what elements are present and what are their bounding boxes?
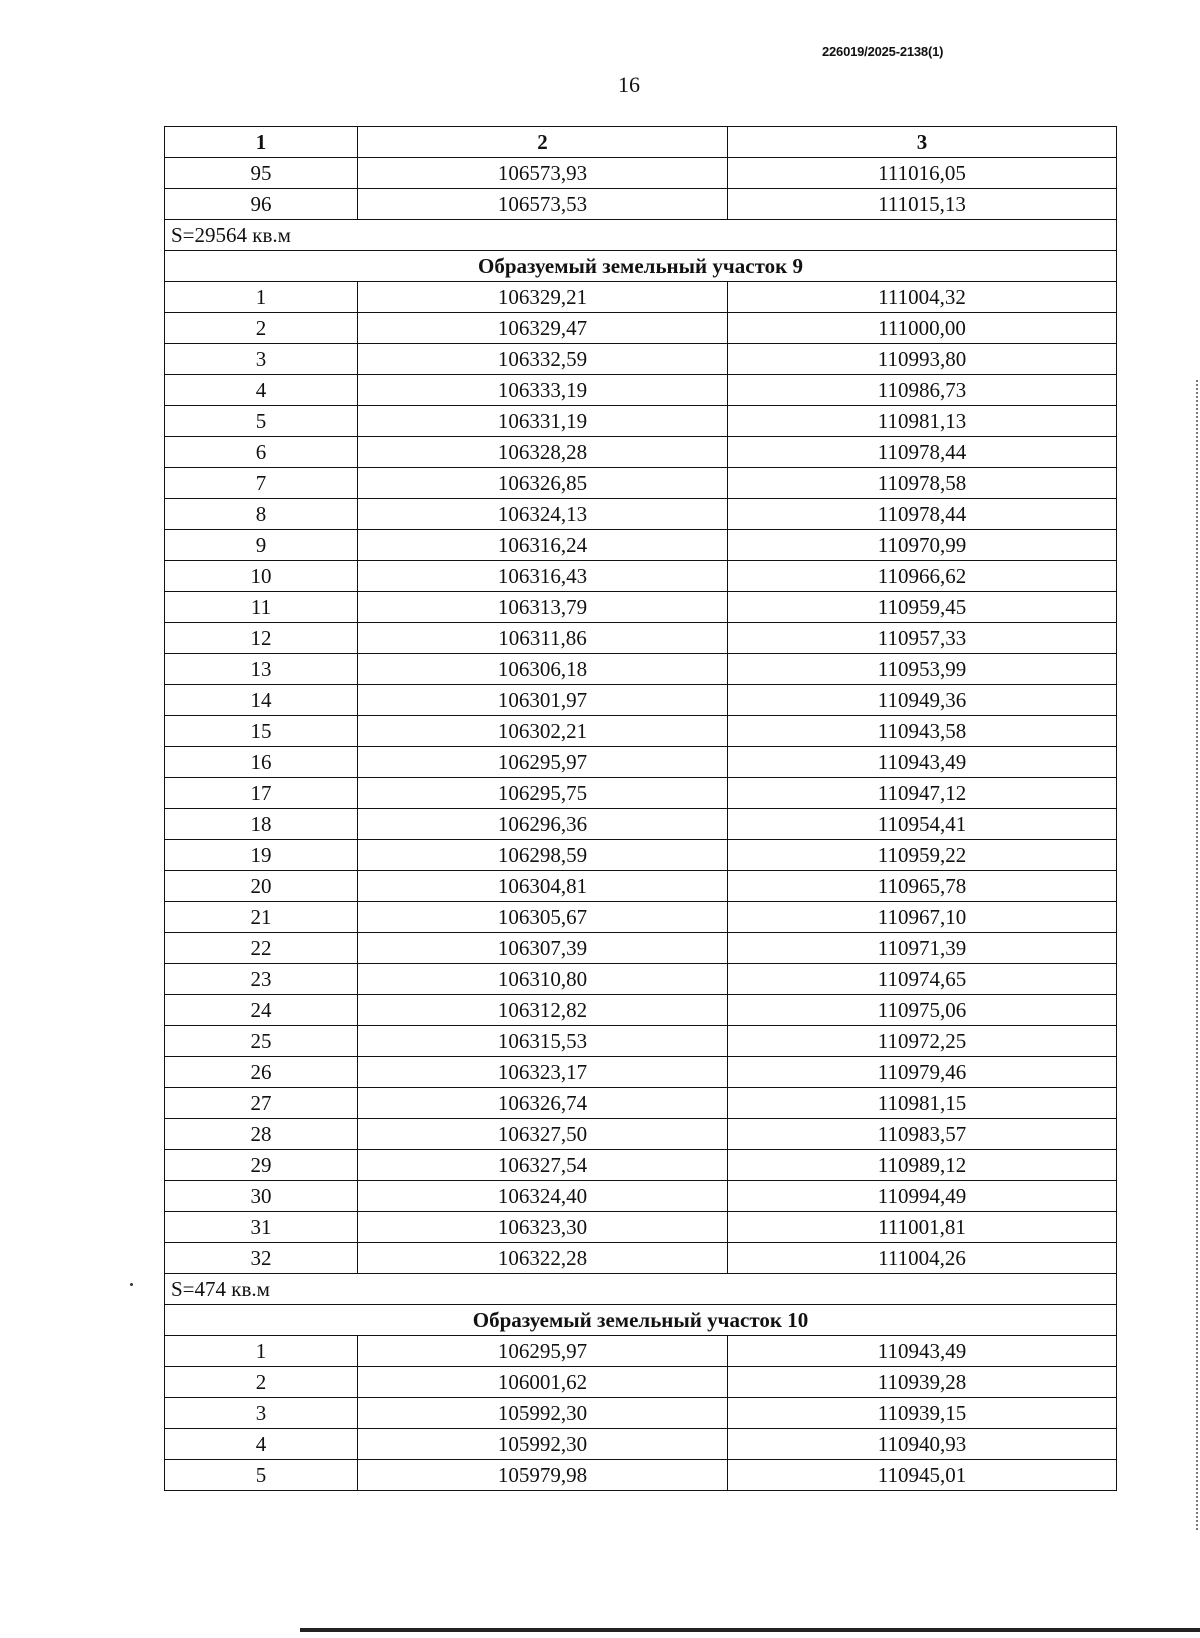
point-number-cell: 18: [165, 809, 358, 840]
y-coordinate-cell: 110978,44: [728, 437, 1117, 468]
x-coordinate-cell: 105979,98: [358, 1460, 728, 1491]
x-coordinate-cell: 106307,39: [358, 933, 728, 964]
table-row: [165, 1367, 1117, 1398]
table-row: [165, 1429, 1117, 1460]
y-coordinate-cell: 110971,39: [728, 933, 1117, 964]
point-number-cell: 5: [165, 406, 358, 437]
header-row: [165, 127, 1117, 158]
y-coordinate-cell: 110993,80: [728, 344, 1117, 375]
table-row: [165, 1057, 1117, 1088]
document-number: 226019/2025-2138(1): [822, 44, 944, 59]
table-row: [165, 623, 1117, 654]
point-number-cell: 22: [165, 933, 358, 964]
table-row: [165, 499, 1117, 530]
table-row: [165, 1088, 1117, 1119]
table-row: [165, 654, 1117, 685]
point-number-cell: 8: [165, 499, 358, 530]
y-coordinate-cell: 110959,22: [728, 840, 1117, 871]
table-row: [165, 375, 1117, 406]
table-row: [165, 468, 1117, 499]
point-number-cell: 3: [165, 344, 358, 375]
table-row: [165, 840, 1117, 871]
point-number-cell: 2: [165, 313, 358, 344]
point-number-cell: 15: [165, 716, 358, 747]
x-coordinate-cell: 106310,80: [358, 964, 728, 995]
y-coordinate-cell: 110966,62: [728, 561, 1117, 592]
x-coordinate-cell: 106322,28: [358, 1243, 728, 1274]
y-coordinate-cell: 110981,15: [728, 1088, 1117, 1119]
x-coordinate-cell: 106295,75: [358, 778, 728, 809]
table-row: [165, 902, 1117, 933]
table-row: [165, 685, 1117, 716]
point-number-cell: 19: [165, 840, 358, 871]
table-row: [165, 1398, 1117, 1429]
table-row: [165, 1212, 1117, 1243]
table-row: [165, 1336, 1117, 1367]
x-coordinate-cell: 106316,43: [358, 561, 728, 592]
area-value: S=29564 кв.м: [165, 220, 1117, 251]
y-coordinate-cell: 110970,99: [728, 530, 1117, 561]
y-coordinate-cell: 110945,01: [728, 1460, 1117, 1491]
area-value: S=474 кв.м: [165, 1274, 1117, 1305]
table-row: [165, 158, 1117, 189]
table-row: [165, 995, 1117, 1026]
table-row: [165, 437, 1117, 468]
x-coordinate-cell: 106324,40: [358, 1181, 728, 1212]
point-number-cell: 4: [165, 1429, 358, 1460]
point-number-cell: 14: [165, 685, 358, 716]
table-row: [165, 1119, 1117, 1150]
point-number-cell: 20: [165, 871, 358, 902]
table-row: [165, 344, 1117, 375]
y-coordinate-cell: 110994,49: [728, 1181, 1117, 1212]
point-number-cell: 28: [165, 1119, 358, 1150]
y-coordinate-cell: 111001,81: [728, 1212, 1117, 1243]
x-coordinate-cell: 105992,30: [358, 1398, 728, 1429]
x-coordinate-cell: 106329,47: [358, 313, 728, 344]
coordinates-table: [164, 126, 1117, 1491]
x-coordinate-cell: 106332,59: [358, 344, 728, 375]
y-coordinate-cell: 110939,28: [728, 1367, 1117, 1398]
y-coordinate-cell: 110978,44: [728, 499, 1117, 530]
y-coordinate-cell: 110972,25: [728, 1026, 1117, 1057]
x-coordinate-cell: 106001,62: [358, 1367, 728, 1398]
table-row: [165, 282, 1117, 313]
y-coordinate-cell: 110949,36: [728, 685, 1117, 716]
x-coordinate-cell: 106316,24: [358, 530, 728, 561]
table-row: [165, 530, 1117, 561]
table-row: [165, 561, 1117, 592]
y-coordinate-cell: 111004,32: [728, 282, 1117, 313]
table-row: [165, 809, 1117, 840]
table-row: [165, 933, 1117, 964]
point-number-cell: 24: [165, 995, 358, 1026]
table-row: [165, 871, 1117, 902]
table-row: [165, 1243, 1117, 1274]
table-row: [165, 189, 1117, 220]
x-coordinate-cell: 106301,97: [358, 685, 728, 716]
x-coordinate-cell: 106305,67: [358, 902, 728, 933]
point-number-cell: 11: [165, 592, 358, 623]
x-coordinate-cell: 106333,19: [358, 375, 728, 406]
y-coordinate-cell: 110953,99: [728, 654, 1117, 685]
x-coordinate-cell: 105992,30: [358, 1429, 728, 1460]
scan-bottom-line: [300, 1628, 1200, 1632]
x-coordinate-cell: 106312,82: [358, 995, 728, 1026]
x-coordinate-cell: 106573,53: [358, 189, 728, 220]
x-coordinate-cell: 106296,36: [358, 809, 728, 840]
table-row: [165, 1026, 1117, 1057]
column-header-2: 2: [358, 127, 728, 158]
y-coordinate-cell: 110983,57: [728, 1119, 1117, 1150]
coordinates-table-body: [165, 127, 1117, 1491]
table-row: [165, 778, 1117, 809]
y-coordinate-cell: 110974,65: [728, 964, 1117, 995]
y-coordinate-cell: 110959,45: [728, 592, 1117, 623]
point-number-cell: 26: [165, 1057, 358, 1088]
x-coordinate-cell: 106323,30: [358, 1212, 728, 1243]
point-number-cell: 96: [165, 189, 358, 220]
y-coordinate-cell: 110943,58: [728, 716, 1117, 747]
y-coordinate-cell: 110986,73: [728, 375, 1117, 406]
page-number: 16: [618, 72, 640, 97]
point-number-cell: 31: [165, 1212, 358, 1243]
point-number-cell: 5: [165, 1460, 358, 1491]
point-number-cell: 9: [165, 530, 358, 561]
scan-dot: [130, 1283, 133, 1286]
table-row: [165, 592, 1117, 623]
x-coordinate-cell: 106328,28: [358, 437, 728, 468]
column-header-3: 3: [728, 127, 1117, 158]
y-coordinate-cell: 110939,15: [728, 1398, 1117, 1429]
y-coordinate-cell: 111015,13: [728, 189, 1117, 220]
table-row: [165, 964, 1117, 995]
point-number-cell: 27: [165, 1088, 358, 1119]
y-coordinate-cell: 110940,93: [728, 1429, 1117, 1460]
section-title-row: [165, 251, 1117, 282]
point-number-cell: 1: [165, 282, 358, 313]
section-title-row: [165, 1305, 1117, 1336]
x-coordinate-cell: 106306,18: [358, 654, 728, 685]
section-title: Образуемый земельный участок 9: [165, 251, 1117, 282]
column-header-1: 1: [165, 127, 358, 158]
point-number-cell: 23: [165, 964, 358, 995]
table-row: [165, 1181, 1117, 1212]
point-number-cell: 17: [165, 778, 358, 809]
table-row: [165, 406, 1117, 437]
table-row: [165, 313, 1117, 344]
x-coordinate-cell: 106298,59: [358, 840, 728, 871]
y-coordinate-cell: 110975,06: [728, 995, 1117, 1026]
x-coordinate-cell: 106327,54: [358, 1150, 728, 1181]
y-coordinate-cell: 111016,05: [728, 158, 1117, 189]
point-number-cell: 1: [165, 1336, 358, 1367]
point-number-cell: 32: [165, 1243, 358, 1274]
x-coordinate-cell: 106304,81: [358, 871, 728, 902]
area-row: [165, 220, 1117, 251]
x-coordinate-cell: 106324,13: [358, 499, 728, 530]
table-row: [165, 716, 1117, 747]
y-coordinate-cell: 110957,33: [728, 623, 1117, 654]
y-coordinate-cell: 110978,58: [728, 468, 1117, 499]
point-number-cell: 21: [165, 902, 358, 933]
x-coordinate-cell: 106573,93: [358, 158, 728, 189]
point-number-cell: 4: [165, 375, 358, 406]
table-row: [165, 747, 1117, 778]
area-row: [165, 1274, 1117, 1305]
x-coordinate-cell: 106326,85: [358, 468, 728, 499]
point-number-cell: 30: [165, 1181, 358, 1212]
y-coordinate-cell: 110947,12: [728, 778, 1117, 809]
point-number-cell: 95: [165, 158, 358, 189]
y-coordinate-cell: 110967,10: [728, 902, 1117, 933]
table-row: [165, 1150, 1117, 1181]
section-title: Образуемый земельный участок 10: [165, 1305, 1117, 1336]
y-coordinate-cell: 110943,49: [728, 747, 1117, 778]
point-number-cell: 16: [165, 747, 358, 778]
point-number-cell: 13: [165, 654, 358, 685]
y-coordinate-cell: 111004,26: [728, 1243, 1117, 1274]
point-number-cell: 3: [165, 1398, 358, 1429]
point-number-cell: 29: [165, 1150, 358, 1181]
x-coordinate-cell: 106323,17: [358, 1057, 728, 1088]
x-coordinate-cell: 106326,74: [358, 1088, 728, 1119]
x-coordinate-cell: 106295,97: [358, 1336, 728, 1367]
x-coordinate-cell: 106327,50: [358, 1119, 728, 1150]
scan-edge-mark: [1196, 380, 1200, 1530]
point-number-cell: 6: [165, 437, 358, 468]
y-coordinate-cell: 111000,00: [728, 313, 1117, 344]
y-coordinate-cell: 110979,46: [728, 1057, 1117, 1088]
y-coordinate-cell: 110981,13: [728, 406, 1117, 437]
x-coordinate-cell: 106311,86: [358, 623, 728, 654]
point-number-cell: 12: [165, 623, 358, 654]
x-coordinate-cell: 106331,19: [358, 406, 728, 437]
x-coordinate-cell: 106315,53: [358, 1026, 728, 1057]
y-coordinate-cell: 110954,41: [728, 809, 1117, 840]
point-number-cell: 7: [165, 468, 358, 499]
point-number-cell: 10: [165, 561, 358, 592]
x-coordinate-cell: 106313,79: [358, 592, 728, 623]
y-coordinate-cell: 110965,78: [728, 871, 1117, 902]
point-number-cell: 25: [165, 1026, 358, 1057]
point-number-cell: 2: [165, 1367, 358, 1398]
y-coordinate-cell: 110943,49: [728, 1336, 1117, 1367]
y-coordinate-cell: 110989,12: [728, 1150, 1117, 1181]
x-coordinate-cell: 106329,21: [358, 282, 728, 313]
x-coordinate-cell: 106302,21: [358, 716, 728, 747]
table-row: [165, 1460, 1117, 1491]
x-coordinate-cell: 106295,97: [358, 747, 728, 778]
